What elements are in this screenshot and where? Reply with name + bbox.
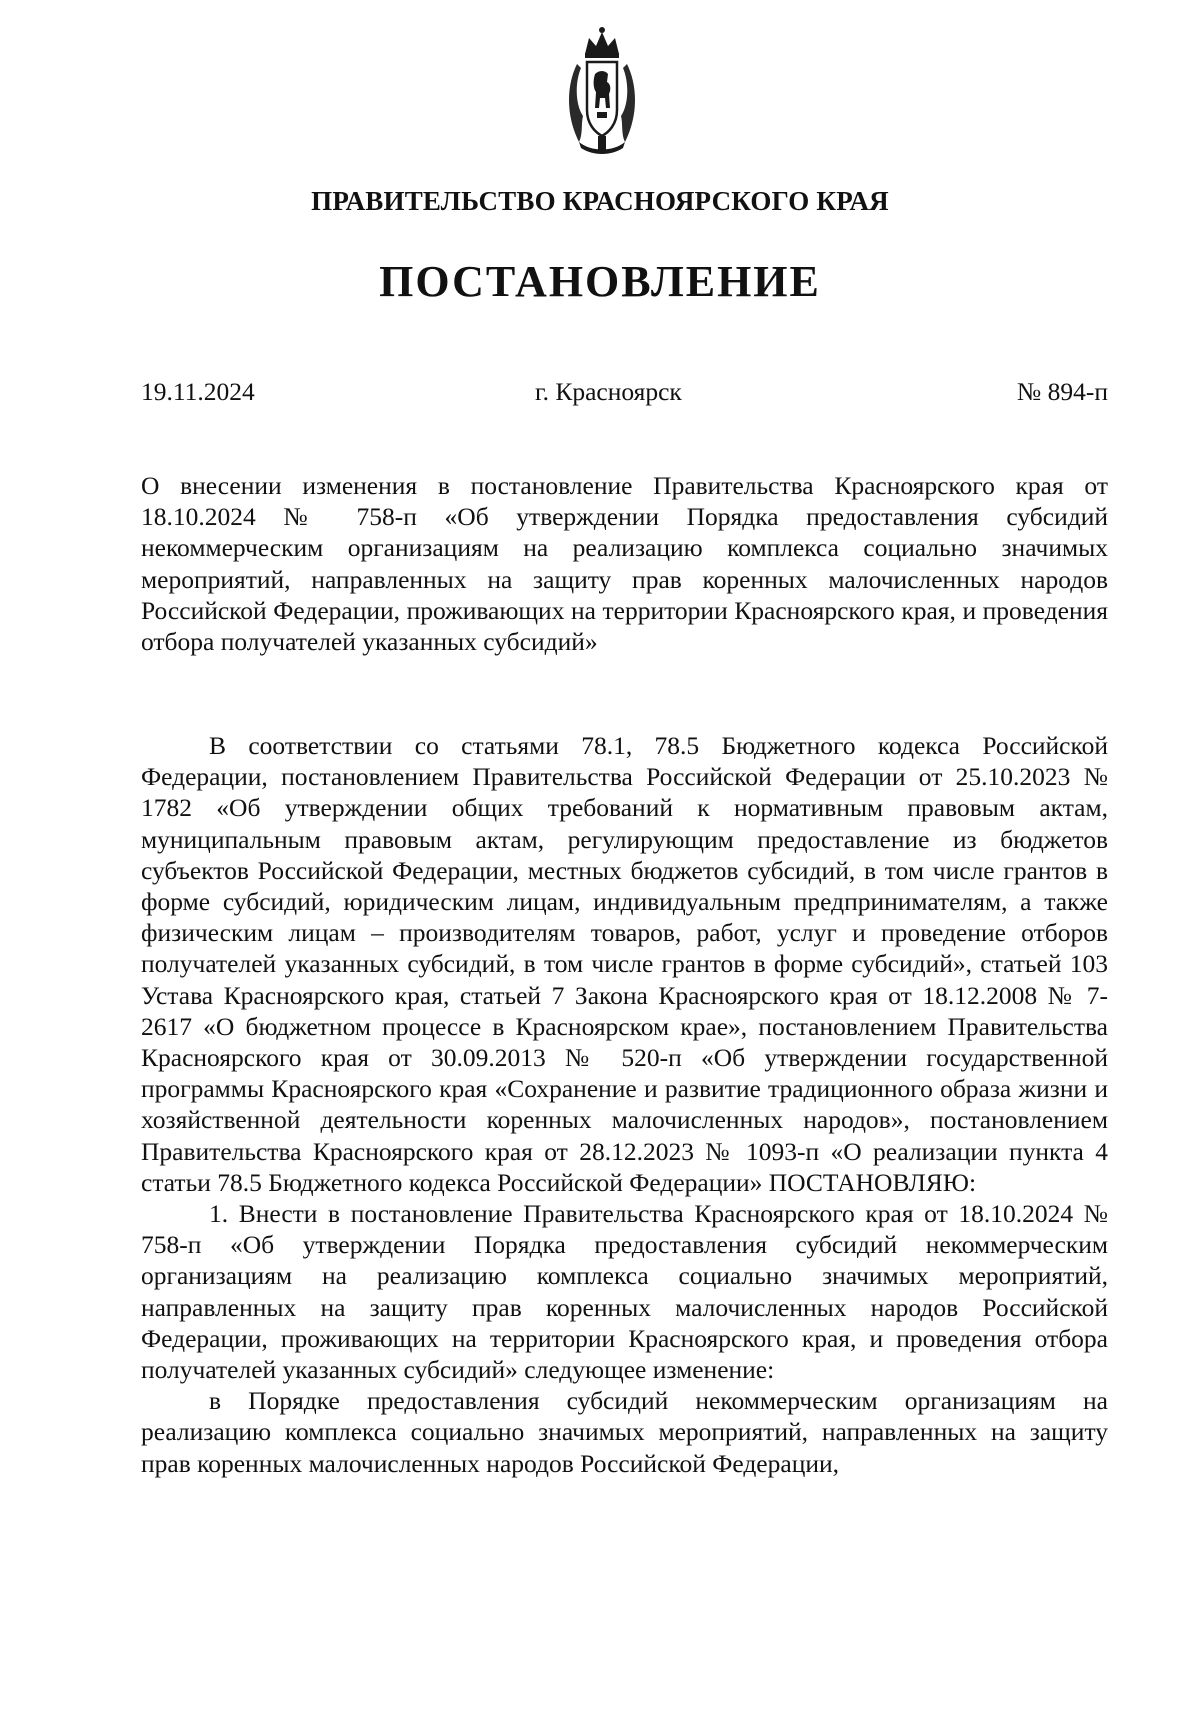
item-1-sub-paragraph: в Порядке предоставления субсидий некоммерческим организациям на реализацию комплекса социально значимых мероприятий, направленных на защиту прав коренных малочисленных народов Российской Федерации, <box>141 1386 1108 1478</box>
coat-of-arms-icon <box>563 24 641 158</box>
document-type: ПОСТАНОВЛЕНИЕ <box>379 257 821 306</box>
item-1-paragraph: 1. Внести в постановление Правительства Красноярского края от 18.10.2024 № 758-п «Об утверждении Порядка предоставления субсидий некоммерческим организациям на реализацию комплекса социально значимых мероприятий, направленных на защиту прав коренных малочисленных народов Российской Федерации, проживающих на территории Красноярского края, и проведения отбора получателей указанных субсидий» следующее изменение: <box>141 1199 1108 1385</box>
document-date: 19.11.2024 <box>141 377 255 406</box>
document-city: г. Красноярск <box>535 377 682 406</box>
document-title: О внесении изменения в постановление Правительства Красноярского края от 18.10.2024 № 758-п «Об утверждении Порядка предоставления субсидий некоммерческим организациям на реализацию комплекса социально значимых мероприятий, направленных на защиту прав коренных малочисленных народов Российской Федерации, проживающих на территории Красноярского края, и проведения отбора получателей указанных субсидий» <box>141 471 1108 657</box>
document-number: № 894-п <box>1016 377 1108 406</box>
organization-name: ПРАВИТЕЛЬСТВО КРАСНОЯРСКОГО КРАЯ <box>311 186 889 216</box>
document-body <box>141 730 1108 1479</box>
preamble-paragraph: В соответствии со статьями 78.1, 78.5 Бюджетного кодекса Российской Федерации, постановлением Правительства Российской Федерации от 25.10.2023 № 1782 «Об утверждении общих требований к нормативным правовым актам, муниципальным правовым актам, регулирующим предоставление из бюджетов субъектов Российской Федерации, местных бюджетов субсидий, в том числе грантов в форме субсидий, юридическим лицам, индивидуальным предпринимателям, а также физическим лицам – производителям товаров, работ, услуг и проведение отборов получателей указанных субсидий, в том числе грантов в форме субсидий», статьей 103 Устава Красноярского края, статьей 7 Закона Красноярского края от 18.12.2008 № 7-2617 «О бюджетном процессе в Красноярском крае», постановлением Правительства Красноярского края от 30.09.2013 № 520-п «Об утверждении государственной программы Красноярского края «Сохранение и развитие традиционного образа жизни и хозяйственной деятельности коренных малочисленных народов», постановлением Правительства Красноярского края от 28.12.2023 № 1093-п «О реализации пункта 4 статьи 78.5 Бюджетного кодекса Российской Федерации» ПОСТАНОВЛЯЮ: <box>141 731 1108 1197</box>
